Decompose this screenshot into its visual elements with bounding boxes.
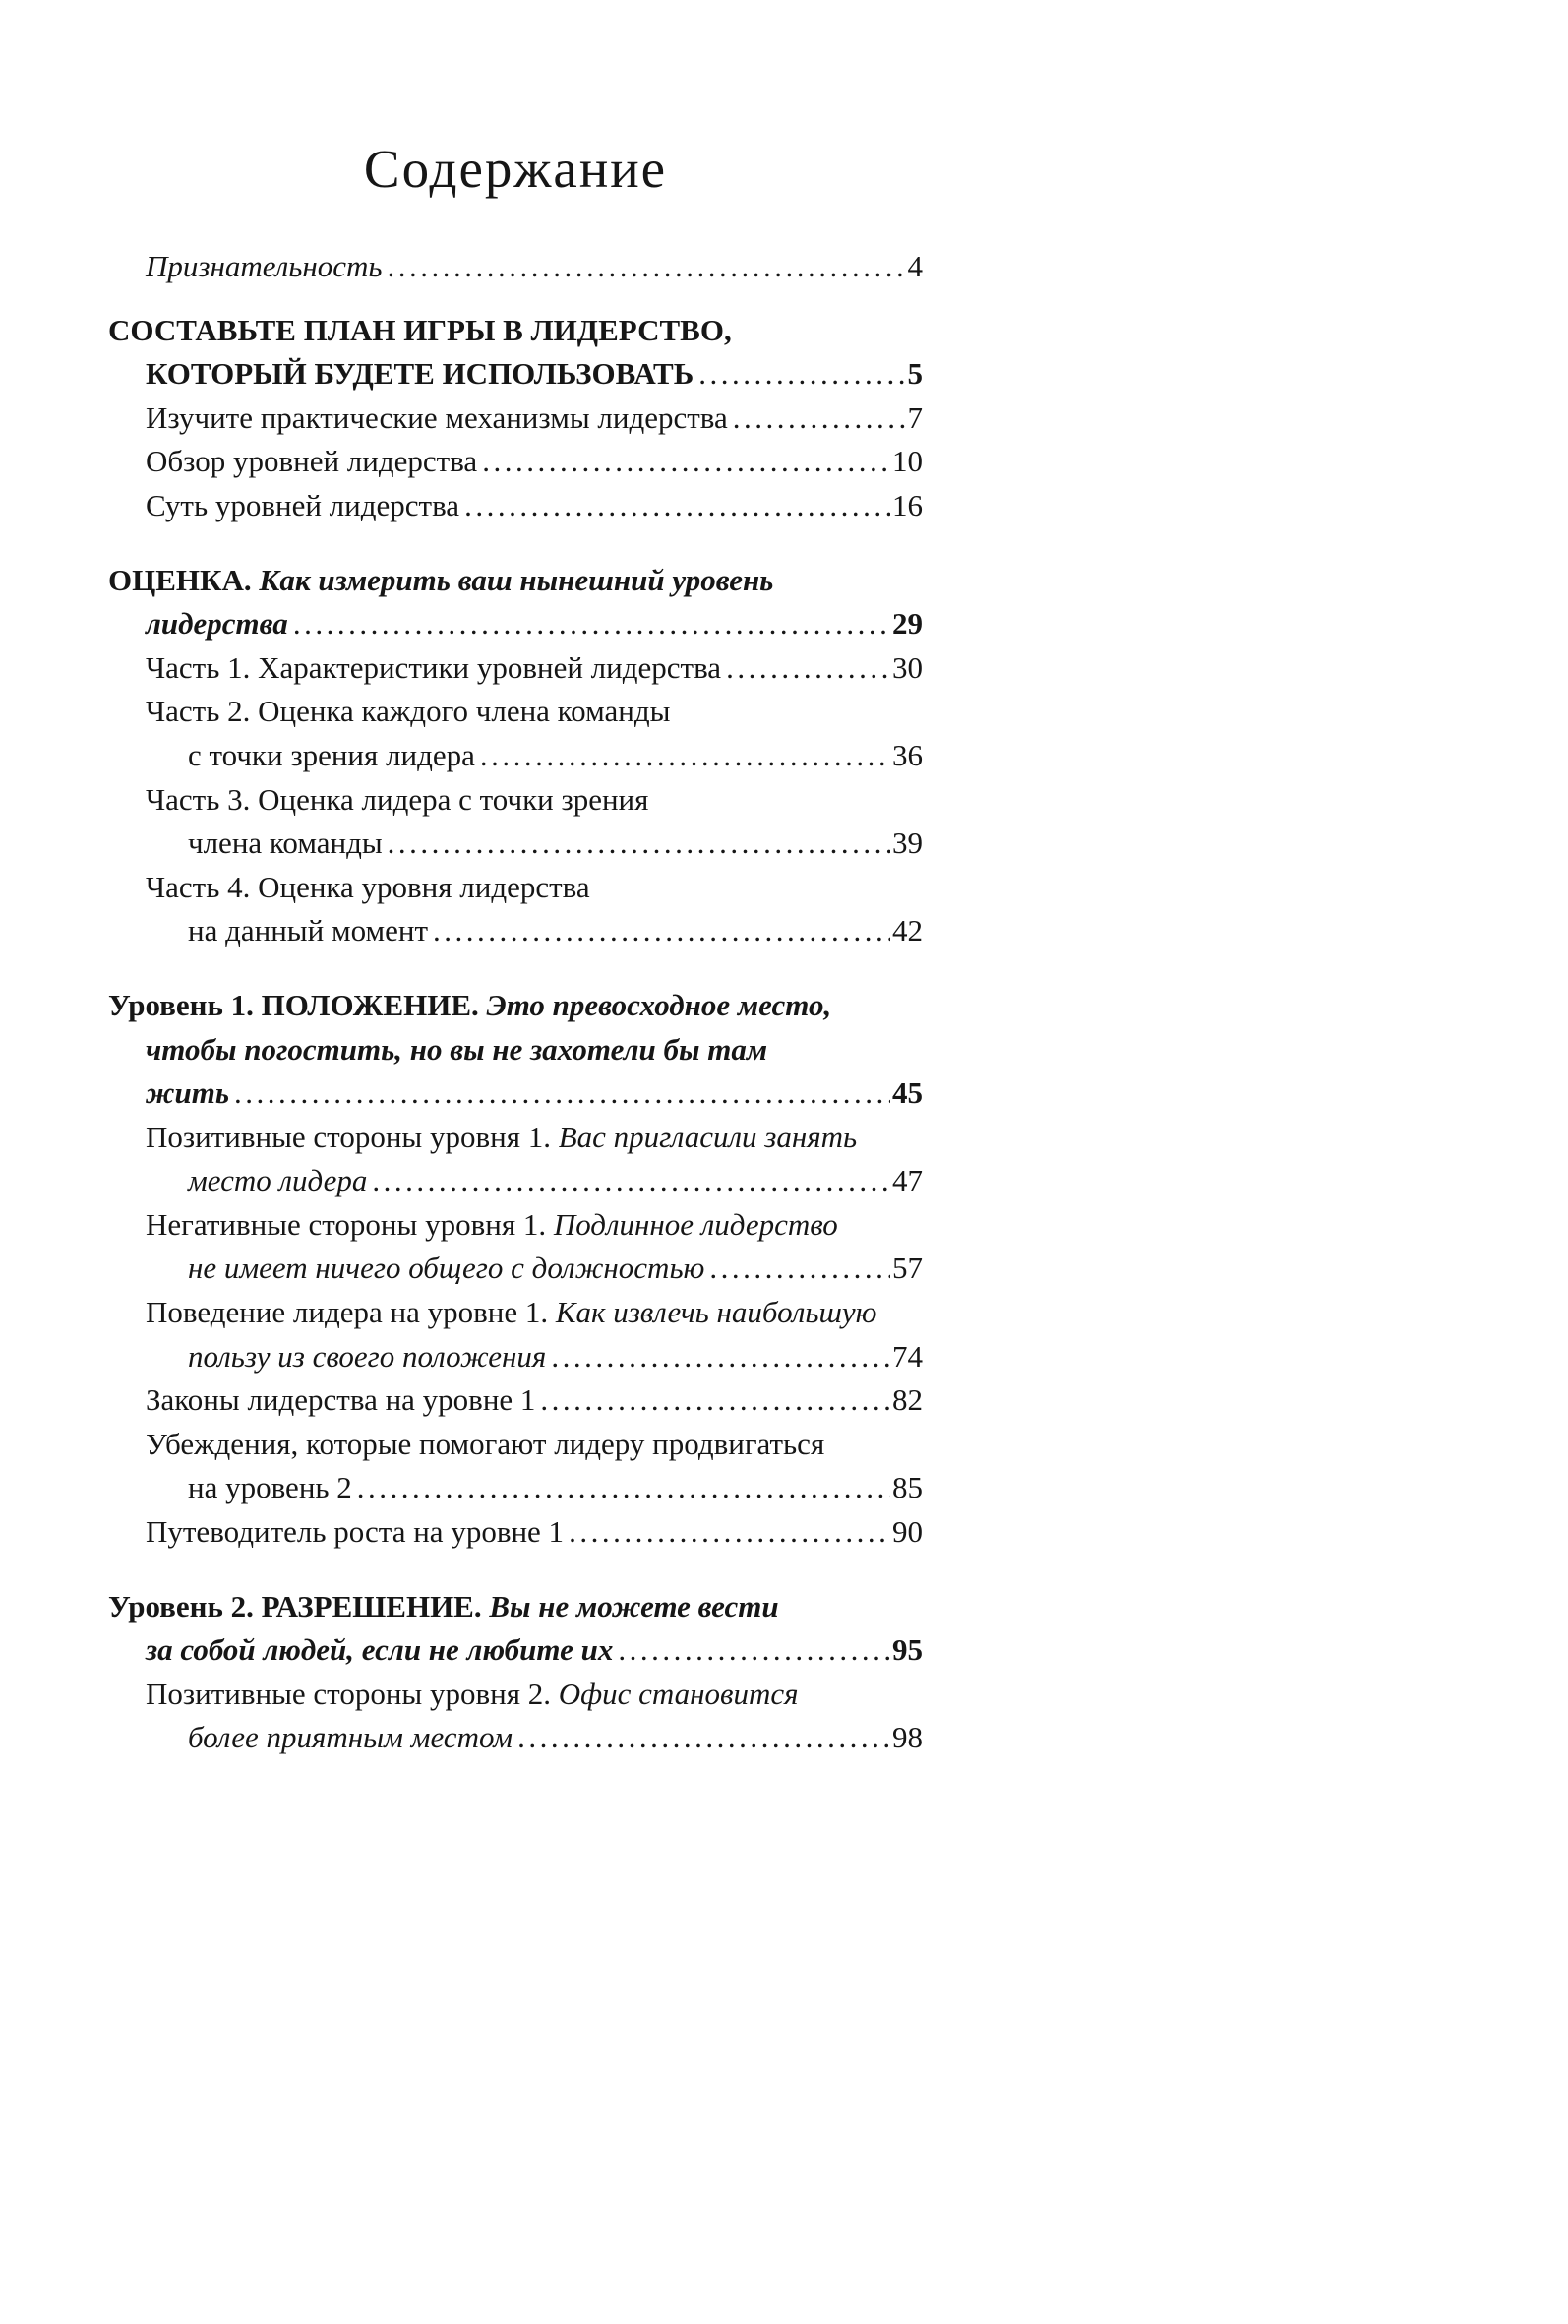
toc-line (108, 1378, 923, 1423)
toc-entry (108, 778, 923, 866)
toc (108, 245, 923, 1760)
toc-text: лидерства (146, 606, 288, 642)
toc-entry (108, 690, 923, 777)
toc-entry (108, 309, 923, 397)
toc-line (108, 646, 923, 691)
dot-leader (517, 1716, 890, 1760)
toc-line (108, 1116, 923, 1160)
toc-entry (108, 1203, 923, 1291)
dot-leader (357, 1466, 890, 1510)
toc-line (108, 1585, 923, 1629)
toc-text: место лидера (188, 1163, 368, 1198)
toc-entry (108, 1423, 923, 1510)
toc-line (108, 690, 923, 734)
page-number: 39 (892, 826, 923, 861)
toc-line (108, 866, 923, 910)
dot-leader (569, 1510, 890, 1555)
page-number: 85 (892, 1470, 923, 1505)
dot-leader (551, 1335, 890, 1379)
page-number: 45 (892, 1075, 923, 1111)
toc-entry (108, 484, 923, 528)
dot-leader (388, 245, 906, 289)
toc-text: Путеводитель роста на уровне 1 (146, 1514, 565, 1550)
page-number: 90 (892, 1514, 923, 1550)
dot-leader (726, 646, 890, 691)
toc-text: Часть 1. Характеристики уровней лидерства (146, 649, 722, 685)
toc-text: СОСТАВЬТЕ ПЛАН ИГРЫ В ЛИДЕРСТВО, (108, 312, 732, 347)
page-number: 16 (892, 487, 923, 522)
toc-text: Изучите практические механизмы лидерства (146, 399, 728, 435)
toc-entry (108, 1378, 923, 1423)
page-number: 82 (892, 1382, 923, 1418)
toc-text: Признательность (146, 249, 383, 283)
toc-line (108, 778, 923, 823)
toc-text: не имеет ничего общего с должностью (188, 1251, 705, 1286)
toc-entry (108, 646, 923, 691)
toc-text: Законы лидерства на уровне 1 (146, 1382, 536, 1418)
toc-text: с точки зрения лидера (188, 737, 475, 772)
toc-line (108, 1510, 923, 1555)
toc-entry (108, 440, 923, 484)
toc-line (108, 1423, 923, 1467)
toc-entry (108, 397, 923, 441)
dot-leader (234, 1071, 890, 1116)
toc-entry (108, 559, 923, 646)
toc-line (108, 734, 923, 778)
toc-text: жить (146, 1075, 230, 1111)
toc-text: Часть 2. Оценка каждого члена команды (146, 694, 671, 729)
dot-leader (698, 352, 905, 397)
page-number: 10 (892, 444, 923, 479)
dot-leader (433, 909, 890, 953)
toc-line (108, 822, 923, 866)
toc-line (108, 1466, 923, 1510)
toc-line (108, 309, 923, 353)
toc-text: Обзор уровней лидерства (146, 444, 478, 479)
page-title: Содержание (363, 139, 668, 199)
toc-text: КОТОРЫЙ БУДЕТЕ ИСПОЛЬЗОВАТЬ (146, 356, 694, 392)
page-number: 57 (892, 1251, 923, 1286)
toc-text: пользу из своего положения (188, 1338, 547, 1374)
dot-leader (733, 397, 906, 441)
toc-text: члена команды (188, 826, 383, 861)
toc-line (108, 1291, 923, 1335)
toc-text: Суть уровней лидерства (146, 487, 460, 522)
toc-entry (108, 1673, 923, 1760)
toc-line (108, 484, 923, 528)
page-number: 95 (892, 1632, 923, 1668)
toc-line (108, 1716, 923, 1760)
toc-entry (108, 1116, 923, 1203)
toc-entry (108, 1585, 923, 1673)
dot-leader (482, 440, 890, 484)
page-number: 42 (892, 913, 923, 948)
page-number: 29 (892, 606, 923, 642)
dot-leader (480, 734, 890, 778)
toc-line (108, 909, 923, 953)
page-number: 4 (907, 249, 923, 283)
toc-entry (108, 1510, 923, 1555)
toc-line (108, 602, 923, 646)
dot-leader (293, 602, 890, 646)
toc-text: ОЦЕНКА. Как измерить ваш нынешний уровень (108, 562, 774, 597)
toc-line (108, 1628, 923, 1673)
page-number: 5 (907, 356, 923, 392)
toc-text: Негативные стороны уровня 1. Подлинное лидерство (146, 1206, 838, 1242)
toc-line (108, 559, 923, 603)
toc-text: Убеждения, которые помогают лидеру продвигаться (146, 1426, 825, 1461)
toc-line (108, 440, 923, 484)
toc-text: Позитивные стороны уровня 2. Офис становится (146, 1676, 799, 1711)
toc-line (108, 397, 923, 441)
dot-leader (709, 1247, 890, 1291)
page-number: 47 (892, 1163, 923, 1198)
toc-line (108, 245, 923, 289)
toc-line (108, 352, 923, 397)
toc-line (108, 1673, 923, 1717)
toc-entry (108, 245, 923, 289)
page-number: 74 (892, 1338, 923, 1374)
dot-leader (540, 1378, 890, 1423)
dot-leader (618, 1628, 890, 1673)
toc-line (108, 1028, 923, 1072)
toc-line (108, 1335, 923, 1379)
toc-text: Уровень 2. РАЗРЕШЕНИЕ. Вы не можете вести (108, 1588, 779, 1623)
page-number: 30 (892, 649, 923, 685)
toc-line (108, 984, 923, 1028)
toc-entry (108, 984, 923, 1116)
toc-text: Часть 3. Оценка лидера с точки зрения (146, 781, 649, 817)
toc-text: на уровень 2 (188, 1470, 352, 1505)
dot-leader (464, 484, 890, 528)
toc-text: Уровень 1. ПОЛОЖЕНИЕ. Это превосходное место, (108, 987, 832, 1022)
page-number: 36 (892, 737, 923, 772)
toc-line (108, 1159, 923, 1203)
toc-text: более приятным местом (188, 1720, 513, 1755)
toc-text: чтобы погостить, но вы не захотели бы там (146, 1031, 768, 1067)
toc-text: на данный момент (188, 913, 429, 948)
toc-entry (108, 866, 923, 953)
toc-line (108, 1071, 923, 1116)
toc-text: за собой людей, если не любите их (146, 1632, 614, 1668)
toc-line (108, 1247, 923, 1291)
toc-text: Часть 4. Оценка уровня лидерства (146, 869, 590, 904)
page-number: 7 (907, 399, 923, 435)
toc-line (108, 1203, 923, 1248)
dot-leader (372, 1159, 890, 1203)
toc-text: Поведение лидера на уровне 1. Как извлечь наибольшую (146, 1295, 877, 1330)
toc-entry (108, 1291, 923, 1378)
dot-leader (388, 822, 890, 866)
toc-content (108, 138, 923, 1760)
toc-text: Позитивные стороны уровня 1. Вас пригласили занять (146, 1119, 858, 1154)
page-number: 98 (892, 1720, 923, 1755)
